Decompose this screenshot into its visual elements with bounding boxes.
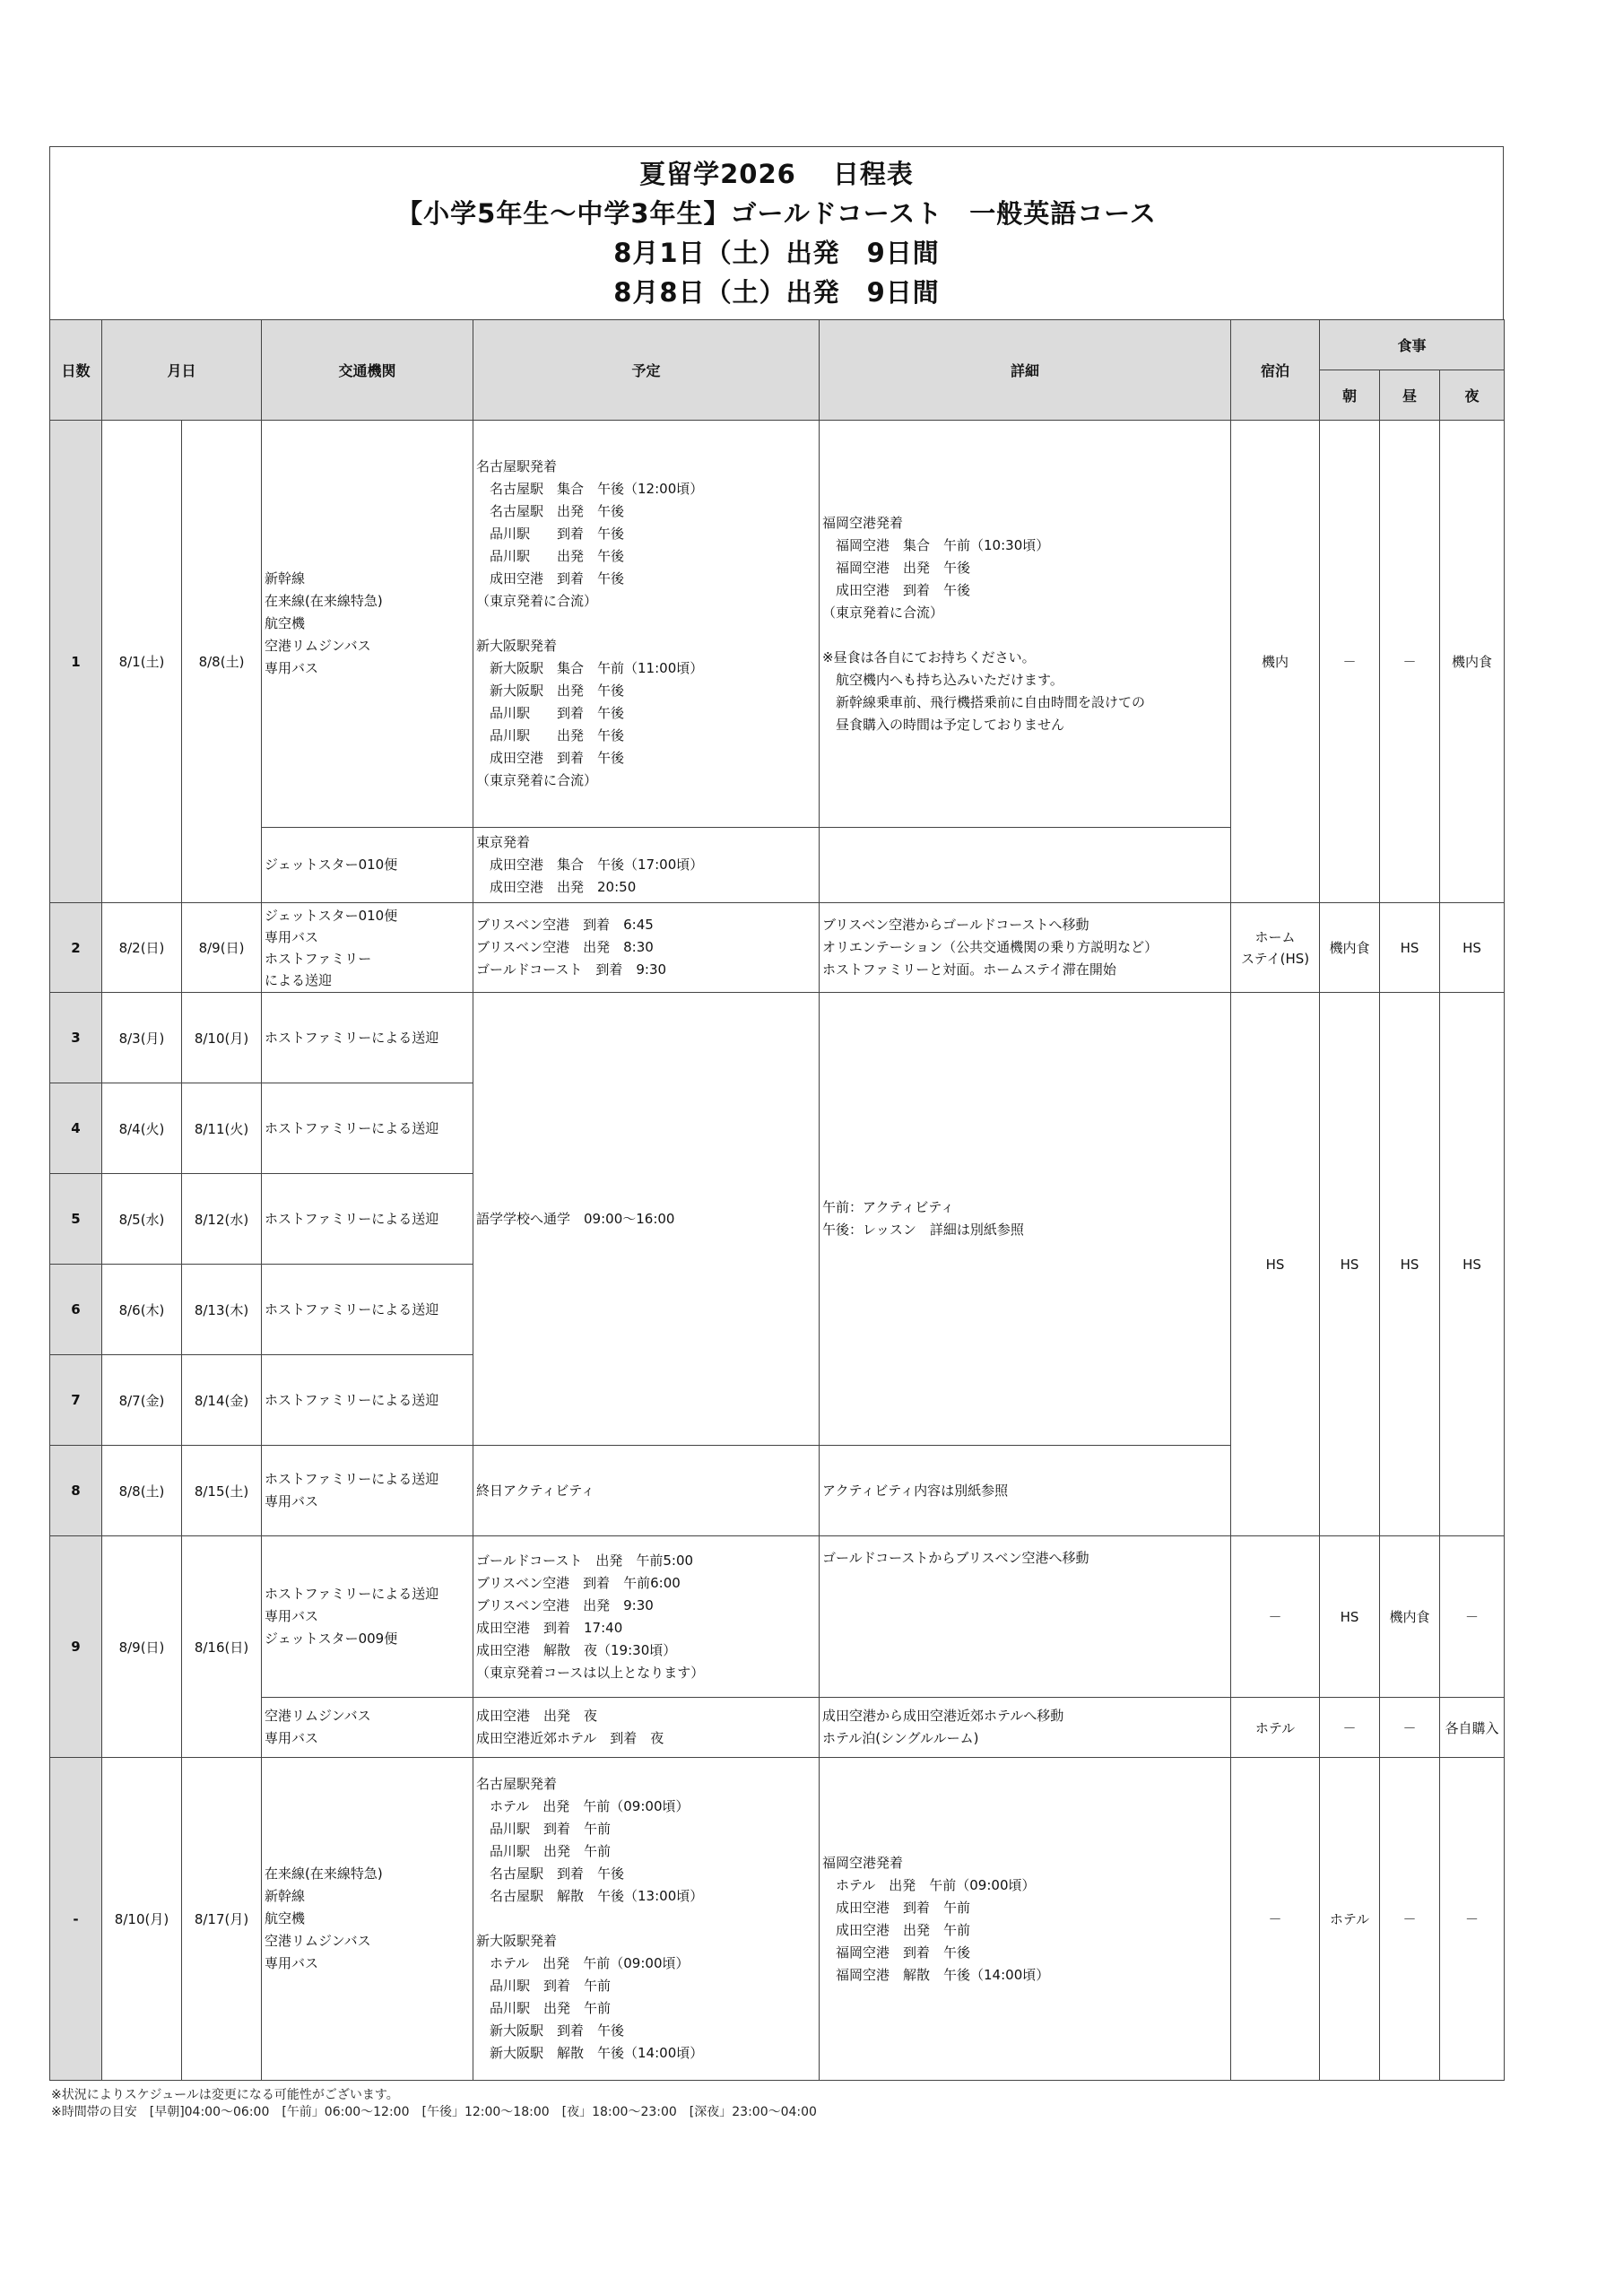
- text-line: ホストファミリーによる送迎: [265, 1586, 439, 1602]
- text-line: ゴールドコースト 出発 午前5:00: [476, 1552, 694, 1569]
- text-line: 成田空港から成田空港近郊ホテルへ移動: [822, 1708, 1064, 1724]
- text-line: 成田空港 到着 午前: [822, 1899, 971, 1916]
- detail-cell: [820, 993, 1231, 1446]
- transport-cell: [262, 1698, 473, 1758]
- text-line: 新大阪駅 解散 午後（14:00頃）: [476, 2045, 704, 2061]
- text-line: 新大阪駅 出発 午後: [476, 683, 625, 699]
- transport-cell: [262, 1536, 473, 1698]
- plan-cell: [473, 1758, 820, 2081]
- text-line: 品川駅 出発 午後: [476, 727, 625, 744]
- text-line: 成田空港 到着 午後: [476, 570, 625, 587]
- text-line: 名古屋駅発着: [476, 458, 558, 474]
- text-line: 新幹線: [265, 1888, 306, 1904]
- breakfast-cell: HS: [1320, 1536, 1380, 1698]
- stay-cell: －: [1231, 1758, 1320, 2081]
- text-line: ホテル 出発 午前（09:00頃）: [476, 1955, 690, 1971]
- breakfast-cell: 機内食: [1320, 903, 1380, 993]
- date-b: 8/11(火): [182, 1083, 262, 1174]
- text-line: 福岡空港 出発 午後: [822, 559, 971, 576]
- text-line: 成田空港 解散 夜（19:30頃）: [476, 1641, 677, 1658]
- dinner-cell: HS: [1440, 993, 1505, 1536]
- text-line: ブリスベン空港 出発 8:30: [476, 939, 654, 955]
- stay-cell: 機内: [1231, 421, 1320, 903]
- plan-cell: [473, 828, 820, 903]
- text-line: ホーム: [1254, 928, 1296, 945]
- date-a: 8/6(木): [102, 1265, 182, 1355]
- text-line: ゴールドコーストからブリスベン空港へ移動: [822, 1550, 1089, 1566]
- text-line: 福岡空港 解散 午後（14:00頃）: [822, 1966, 1050, 1983]
- day-number: 4: [50, 1083, 102, 1174]
- text-line: 昼食購入の時間は予定しておりません: [822, 716, 1065, 733]
- text-line: 成田空港 出発 午前: [822, 1921, 971, 1938]
- text-line: ホストファミリー: [265, 950, 372, 967]
- date-a: 8/3(月): [102, 993, 182, 1083]
- text-line: ブリスベン空港 到着 午前6:00: [476, 1574, 681, 1591]
- header-date: 月日: [102, 320, 262, 421]
- text-line: 在来線(在来線特急): [265, 1866, 383, 1882]
- transport-cell: [262, 421, 473, 828]
- breakfast-cell: －: [1320, 1698, 1380, 1758]
- header-breakfast: 朝: [1320, 370, 1380, 421]
- text-line: 成田空港 到着 17:40: [476, 1619, 623, 1636]
- date-b: 8/14(金): [182, 1355, 262, 1446]
- text-line: 新幹線乗車前、飛行機搭乗前に自由時間を設けての: [822, 693, 1146, 710]
- text-line: （東京発着コースは以上となります）: [476, 1664, 705, 1681]
- header-day: 日数: [50, 320, 102, 421]
- table-row: [50, 1536, 1505, 1698]
- text-line: 新大阪駅 集合 午前（11:00頃）: [476, 660, 704, 676]
- date-b: 8/8(土): [182, 421, 262, 903]
- text-line: 品川駅 出発 午前: [476, 2000, 612, 2016]
- transport-cell: [262, 1446, 473, 1536]
- header-stay: 宿泊: [1231, 320, 1320, 421]
- text-line: 品川駅 出発 午前: [476, 1843, 612, 1859]
- text-line: [476, 1908, 816, 1930]
- dinner-cell: －: [1440, 1536, 1505, 1698]
- text-line: ゴールドコースト 到着 9:30: [476, 961, 667, 978]
- text-line: 在来線(在来線特急): [265, 593, 383, 609]
- text-line: 専用バス: [265, 660, 319, 676]
- header-dinner: 夜: [1440, 370, 1505, 421]
- lunch-cell: －: [1380, 1758, 1440, 2081]
- day-number: 1: [50, 421, 102, 903]
- day-number: 7: [50, 1355, 102, 1446]
- header-plan: 予定: [473, 320, 820, 421]
- date-a: 8/4(火): [102, 1083, 182, 1174]
- schedule-sheet: [49, 146, 1504, 2081]
- transport-cell: ホストファミリーによる送迎: [262, 1083, 473, 1174]
- text-line: ジェットスター009便: [265, 1631, 398, 1647]
- text-line: 新大阪駅発着: [476, 638, 558, 654]
- day-number: 2: [50, 903, 102, 993]
- date-a: 8/8(土): [102, 1446, 182, 1536]
- footnote-1: ※状況によりスケジュールは変更になる可能性がございます。: [51, 2088, 399, 2102]
- text-line: 成田空港 到着 午後: [476, 750, 625, 766]
- footnotes: [51, 2087, 817, 2121]
- dinner-cell: －: [1440, 1758, 1505, 2081]
- plan-cell: [473, 421, 820, 828]
- text-line: 航空機内へも持ち込みいただけます。: [822, 671, 1063, 688]
- lunch-cell: －: [1380, 1698, 1440, 1758]
- title-line-4: 8月8日（土）出発 9日間: [613, 277, 940, 308]
- text-line: ホテル 出発 午前（09:00頃）: [476, 1798, 690, 1814]
- text-line: 成田空港近郊ホテル 到着 夜: [476, 1730, 664, 1746]
- header-meals: 食事: [1320, 320, 1505, 370]
- text-line: 成田空港 出発 夜: [476, 1708, 598, 1724]
- header-lunch: 昼: [1380, 370, 1440, 421]
- lunch-cell: HS: [1380, 903, 1440, 993]
- text-line: 名古屋駅 解散 午後（13:00頃）: [476, 1888, 704, 1904]
- breakfast-cell: HS: [1320, 993, 1380, 1536]
- text-line: ブリスベン空港 出発 9:30: [476, 1596, 654, 1613]
- text-line: 成田空港 到着 午後: [822, 581, 971, 598]
- transport-cell: ホストファミリーによる送迎: [262, 1355, 473, 1446]
- table-row: [50, 421, 1505, 828]
- stay-cell: HS: [1231, 993, 1320, 1536]
- text-line: ホストファミリーと対面。ホームステイ滞在開始: [822, 961, 1116, 978]
- text-line: 品川駅 到着 午後: [476, 705, 625, 721]
- plan-cell: [473, 903, 820, 993]
- plan-cell: 終日アクティビティ: [473, 1446, 820, 1536]
- transport-cell: ホストファミリーによる送迎: [262, 1265, 473, 1355]
- breakfast-cell: ホテル: [1320, 1758, 1380, 2081]
- text-line: （東京発着に合流）: [476, 593, 598, 609]
- date-b: 8/12(水): [182, 1174, 262, 1265]
- transport-cell: ホストファミリーによる送迎: [262, 1174, 473, 1265]
- breakfast-cell: －: [1320, 421, 1380, 903]
- date-b: 8/10(月): [182, 993, 262, 1083]
- title-line-3: 8月1日（土）出発 9日間: [613, 238, 940, 268]
- day-number: 6: [50, 1265, 102, 1355]
- date-a: 8/2(日): [102, 903, 182, 993]
- header-transport: 交通機関: [262, 320, 473, 421]
- table-row: [50, 993, 1505, 1083]
- text-line: （東京発着に合流）: [822, 604, 944, 621]
- text-line: 空港リムジンバス: [265, 1933, 371, 1949]
- detail-cell: [820, 828, 1231, 903]
- plan-cell: [473, 1698, 820, 1758]
- detail-cell: [820, 903, 1231, 993]
- dinner-cell: HS: [1440, 903, 1505, 993]
- stay-cell: ホテル: [1231, 1698, 1320, 1758]
- text-line: 福岡空港 集合 午前（10:30頃）: [822, 536, 1050, 553]
- lunch-cell: HS: [1380, 993, 1440, 1536]
- date-a: 8/9(日): [102, 1536, 182, 1758]
- table-row: [50, 903, 1505, 993]
- text-line: 空港リムジンバス: [265, 638, 371, 654]
- footnote-2: ※時間帯の目安 [早朝]04:00～06:00 [午前」06:00～12:00 [午後」12:00～18:00 [夜」18:00～23:00 [深夜」23:00～04:00: [51, 2105, 817, 2119]
- date-a: 8/5(水): [102, 1174, 182, 1265]
- text-line: 福岡空港発着: [822, 514, 904, 531]
- plan-cell: [473, 1536, 820, 1698]
- text-line: 空港リムジンバス: [265, 1708, 371, 1724]
- text-line: 午前：アクティビティ: [822, 1199, 955, 1215]
- stay-cell: [1231, 903, 1320, 993]
- date-b: 8/13(木): [182, 1265, 262, 1355]
- text-line: ジェットスター010便: [265, 857, 398, 873]
- dinner-cell: 各自購入: [1440, 1698, 1505, 1758]
- text-line: 名古屋駅 出発 午後: [476, 503, 625, 519]
- detail-cell: [820, 421, 1231, 828]
- text-line: 品川駅 出発 午後: [476, 548, 625, 564]
- date-b: 8/9(日): [182, 903, 262, 993]
- day-number: 9: [50, 1536, 102, 1758]
- schedule-table: [49, 319, 1505, 2081]
- text-line: 名古屋駅 集合 午後（12:00頃）: [476, 481, 704, 497]
- text-line: ※昼食は各自にてお持ちください。: [822, 648, 1036, 665]
- stay-cell: －: [1231, 1536, 1320, 1698]
- date-a: 8/1(土): [102, 421, 182, 903]
- text-line: ジェットスター010便: [265, 907, 398, 924]
- text-line: 専用バス: [265, 1493, 319, 1509]
- text-line: 専用バス: [265, 1955, 319, 1971]
- text-line: 航空機: [265, 1910, 306, 1926]
- text-line: 午後：レッスン 詳細は別紙参照: [822, 1222, 1024, 1238]
- date-b: 8/15(土): [182, 1446, 262, 1536]
- date-a: 8/10(月): [102, 1758, 182, 2081]
- day-number: -: [50, 1758, 102, 2081]
- lunch-cell: 機内食: [1380, 1536, 1440, 1698]
- day-number: 8: [50, 1446, 102, 1536]
- text-line: 品川駅 到着 午前: [476, 1821, 612, 1837]
- transport-cell: ホストファミリーによる送迎: [262, 993, 473, 1083]
- text-line: 名古屋駅発着: [476, 1776, 558, 1792]
- title-line-1: 夏留学2026 日程表: [639, 159, 914, 189]
- detail-cell: [820, 1698, 1231, 1758]
- text-line: 専用バス: [265, 928, 319, 945]
- text-line: ホテル 出発 午前（09:00頃）: [822, 1876, 1036, 1893]
- text-line: 専用バス: [265, 1608, 319, 1624]
- text-line: ブリスベン空港 到着 6:45: [476, 917, 654, 933]
- transport-cell: [262, 828, 473, 903]
- detail-cell: アクティビティ内容は別紙参照: [820, 1446, 1231, 1536]
- text-line: ホテル泊(シングルルーム): [822, 1730, 979, 1746]
- text-line: ホストファミリーによる送迎: [265, 1471, 439, 1487]
- table-row: [50, 1758, 1505, 2081]
- text-line: 成田空港 集合 午後（17:00頃）: [476, 857, 704, 873]
- text-line: [822, 624, 1228, 647]
- date-b: 8/16(日): [182, 1536, 262, 1758]
- text-line: 品川駅 到着 午後: [476, 526, 625, 542]
- text-line: 専用バス: [265, 1730, 319, 1746]
- table-row: [50, 1698, 1505, 1758]
- text-line: による送迎: [265, 971, 333, 988]
- text-line: オリエンテーション（公共交通機関の乗り方説明など）: [822, 939, 1159, 955]
- day-number: 5: [50, 1174, 102, 1265]
- text-line: [476, 613, 816, 635]
- text-line: 新幹線: [265, 570, 306, 587]
- title-line-2: 【小学5年生～中学3年生】ゴールドコースト 一般英語コース: [396, 198, 1157, 229]
- date-b: 8/17(月): [182, 1758, 262, 2081]
- text-line: ステイ(HS): [1240, 950, 1310, 967]
- text-line: （東京発着に合流）: [476, 772, 598, 788]
- text-line: 品川駅 到着 午前: [476, 1978, 612, 1994]
- text-line: 新大阪駅発着: [476, 1933, 558, 1949]
- text-line: 東京発着: [476, 834, 531, 850]
- text-line: 成田空港 出発 20:50: [476, 879, 637, 895]
- text-line: 福岡空港 到着 午後: [822, 1944, 971, 1961]
- plan-cell: 語学学校へ通学 09:00～16:00: [473, 993, 820, 1446]
- detail-cell: [820, 1758, 1231, 2081]
- text-line: 新大阪駅 到着 午後: [476, 2022, 625, 2039]
- text-line: 名古屋駅 到着 午後: [476, 1866, 625, 1882]
- text-line: 航空機: [265, 615, 306, 631]
- transport-cell: [262, 903, 473, 993]
- date-a: 8/7(金): [102, 1355, 182, 1446]
- detail-cell: [820, 1536, 1231, 1698]
- day-number: 3: [50, 993, 102, 1083]
- header-detail: 詳細: [820, 320, 1231, 421]
- dinner-cell: 機内食: [1440, 421, 1505, 903]
- title-block: [49, 146, 1504, 319]
- transport-cell: [262, 1758, 473, 2081]
- lunch-cell: －: [1380, 421, 1440, 903]
- text-line: 福岡空港発着: [822, 1854, 904, 1871]
- text-line: ブリスベン空港からゴールドコーストへ移動: [822, 917, 1089, 933]
